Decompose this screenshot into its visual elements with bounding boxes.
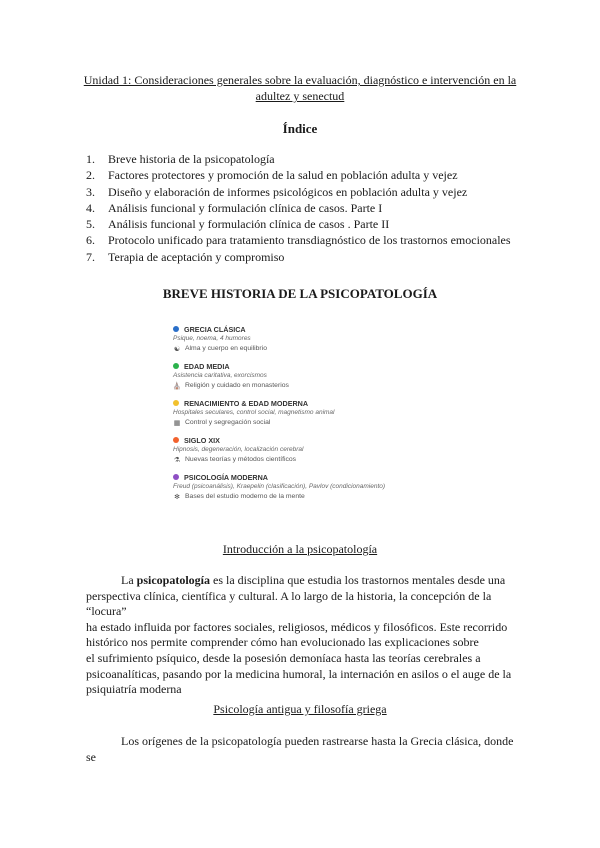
- unit-title-line2: adultez y senectud: [255, 89, 345, 103]
- era-summary: Nuevas teorías y métodos científicos: [185, 456, 297, 463]
- timeline-era: [172, 435, 432, 465]
- toc-item: 3. Diseño y elaboración de informes psicológicos en población adulta y vejez: [86, 184, 468, 199]
- history-timeline-figure: [172, 324, 432, 509]
- intro-paragraph: La psicopatología es la disciplina que estudia los trastornos mentales desde una perspectiva clínica, científica y cultural. A lo largo de la historia, la concepción de la “locura” ha estado influida por factores sociales, religiosos, médicos y filosóficos. Este recorrido histórico nos permite comprender cómo han evolucionado las explicaciones sobre el sufrimiento psíquico, desde la posesión demoníaca hasta las teorías cerebrales a psicoanalíticas, pasando por la medicina humoral, la internación en asilos o el auge de la psiquiatría moderna: [86, 573, 512, 697]
- section-heading: BREVE HISTORIA DE LA PSICOPATOLOGÍA: [162, 286, 438, 301]
- era-summary: Alma y cuerpo en equilibrio: [185, 345, 267, 352]
- era-dot: [173, 474, 179, 480]
- toc-item: 2. Factores protectores y promoción de la salud en población adulta y vejez: [86, 168, 458, 183]
- era-title: RENACIMIENTO & EDAD MODERNA: [184, 398, 309, 408]
- keyword-psicopatologia: psicopatología: [136, 573, 210, 587]
- era-title: PSICOLOGÍA MODERNA: [184, 472, 268, 482]
- greek-heading: Psicología antigua y filosofía griega: [213, 702, 387, 716]
- era-title: EDAD MEDIA: [184, 361, 230, 371]
- greek-paragraph: Los orígenes de la psicopatología pueden rastrearse hasta la Grecia clásica, donde se: [86, 734, 514, 764]
- era-title: GRECIA CLÁSICA: [184, 324, 246, 334]
- index-title: Índice: [282, 121, 318, 136]
- church-icon: ⛪: [172, 382, 182, 390]
- flask-icon: ⚗: [173, 456, 181, 464]
- timeline-era: [172, 472, 432, 502]
- toc-item: 4. Análisis funcional y formulación clínica de casos. Parte I: [86, 200, 383, 215]
- era-title: SIGLO XIX: [184, 435, 220, 445]
- era-dot: [173, 400, 179, 406]
- unit-title-line1: Unidad 1: Consideraciones generales sobre la evaluación, diagnóstico e intervención en la: [83, 73, 517, 87]
- toc-item: 7. Terapia de aceptación y compromiso: [86, 249, 285, 264]
- era-dot: [173, 326, 179, 332]
- toc-item: 5. Análisis funcional y formulación clínica de casos . Parte II: [86, 217, 390, 232]
- table-of-contents: [86, 151, 511, 265]
- era-subtitle: Freud (psicoanálisis), Kraepelin (clasificación), Pavlov (condicionamiento): [173, 483, 386, 490]
- yin-yang-icon: ☯: [173, 345, 181, 353]
- toc-item: 1. Breve historia de la psicopatología: [86, 152, 275, 166]
- building-icon: ▦: [173, 419, 181, 427]
- timeline-era: [172, 324, 432, 354]
- era-summary: Control y segregación social: [185, 419, 271, 426]
- era-summary: Religión y cuidado en monasterios: [185, 382, 289, 389]
- era-subtitle: Hospitales seculares, control social, magnetismo animal: [173, 409, 335, 416]
- era-subtitle: Asistencia caritativa, exorcismos: [173, 372, 267, 379]
- era-dot: [173, 437, 179, 443]
- sparkle-icon: ✻: [174, 493, 180, 501]
- unit-title: [70, 72, 530, 104]
- era-summary: Bases del estudio moderno de la mente: [185, 493, 305, 500]
- era-subtitle: Hipnosis, degeneración, localización cerebral: [173, 446, 304, 453]
- era-subtitle: Psique, noema, 4 humores: [173, 335, 251, 342]
- timeline-era: [172, 361, 432, 391]
- intro-heading: Introducción a la psicopatología: [222, 542, 378, 556]
- toc-item: 6. Protocolo unificado para tratamiento transdiagnóstico de los trastornos emocionales: [86, 233, 511, 248]
- era-dot: [173, 363, 179, 369]
- timeline-era: [172, 398, 432, 428]
